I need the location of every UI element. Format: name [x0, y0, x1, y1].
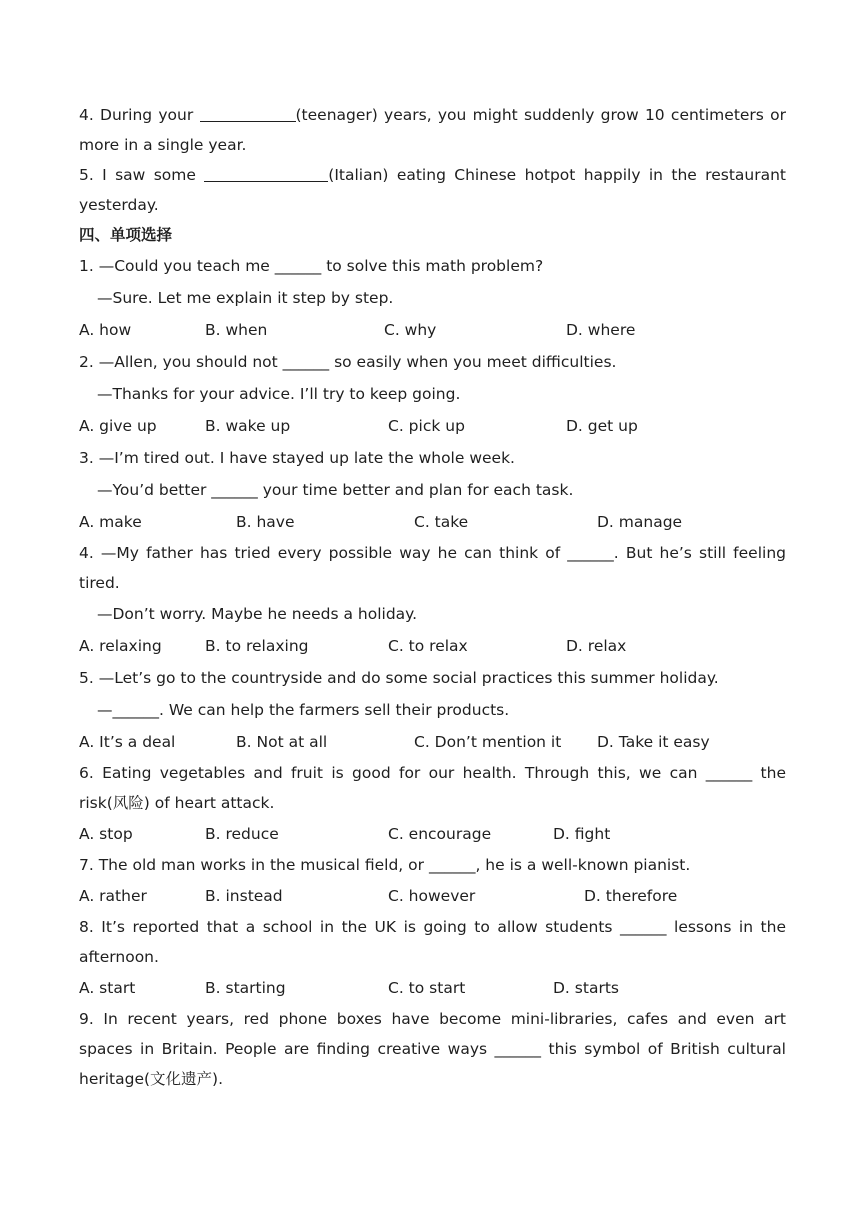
q4-reply: —Don’t worry. Maybe he needs a holiday.: [97, 605, 418, 623]
q5-reply: —______. We can help the farmers sell their products.: [97, 701, 510, 719]
q2-option-c[interactable]: C. pick up: [388, 417, 465, 435]
q8-stem-cont: afternoon.: [79, 948, 159, 966]
q1-reply: —Sure. Let me explain it step by step.: [97, 289, 394, 307]
worksheet-page: [79, 100, 786, 1094]
q6-option-c[interactable]: C. encourage: [388, 825, 492, 843]
fill-in-5-text-b: (Italian) eating Chinese hotpot happily in the restaurant: [328, 166, 786, 184]
q7-option-d[interactable]: D. therefore: [584, 887, 678, 905]
q4-option-d[interactable]: D. relax: [566, 637, 627, 655]
q8-stem: 8. It’s reported that a school in the UK is going to allow students ______ lessons in the: [79, 918, 786, 936]
q6-option-d[interactable]: D. fight: [553, 825, 611, 843]
q4-option-b[interactable]: B. to relaxing: [205, 637, 309, 655]
q8-option-d[interactable]: D. starts: [553, 979, 619, 997]
q5-option-b[interactable]: B. Not at all: [236, 733, 328, 751]
q6-stem: 6. Eating vegetables and fruit is good for our health. Through this, we can ______ the: [79, 764, 786, 782]
q8-option-c[interactable]: C. to start: [388, 979, 466, 997]
q3-stem: 3. —I’m tired out. I have stayed up late the whole week.: [79, 449, 515, 467]
q2-stem: 2. —Allen, you should not ______ so easily when you meet difficulties.: [79, 353, 617, 371]
q3-options: [79, 506, 786, 538]
q7-option-a[interactable]: A. rather: [79, 887, 147, 905]
q1-options: [79, 314, 786, 346]
q6-options: [79, 818, 786, 850]
q4-stem: 4. —My father has tried every possible way he can think of ______. But he’s still feeling: [79, 544, 786, 562]
q9-stem-cont2: heritage(文化遗产).: [79, 1070, 224, 1088]
q8-option-b[interactable]: B. starting: [205, 979, 286, 997]
fill-in-4-text-b: (teenager) years, you might suddenly grow 10 centimeters or: [295, 106, 786, 124]
fill-in-4-text-a: 4. During your: [79, 106, 194, 124]
q5-option-c[interactable]: C. Don’t mention it: [414, 733, 562, 751]
fill-in-5-text-a: 5. I saw some: [79, 166, 196, 184]
q3-option-c[interactable]: C. take: [414, 513, 469, 531]
q5-options: [79, 726, 786, 758]
q6-stem-cont: risk(风险) of heart attack.: [79, 794, 275, 812]
q3-option-b[interactable]: B. have: [236, 513, 295, 531]
fill-in-5-line2: yesterday.: [79, 196, 159, 214]
fill-in-4-line2: more in a single year.: [79, 136, 247, 154]
q4-option-c[interactable]: C. to relax: [388, 637, 468, 655]
q7-option-c[interactable]: C. however: [388, 887, 476, 905]
fill-in-5-line1: [79, 160, 786, 190]
q4-options: [79, 630, 786, 662]
q1-option-c[interactable]: C. why: [384, 321, 437, 339]
q7-options: [79, 880, 786, 912]
q5-option-a[interactable]: A. It’s a deal: [79, 733, 176, 751]
fill-in-4-line1: [79, 100, 786, 130]
answer-blank[interactable]: [200, 105, 296, 122]
q2-options: [79, 410, 786, 442]
q6-option-a[interactable]: A. stop: [79, 825, 133, 843]
q2-option-b[interactable]: B. wake up: [205, 417, 291, 435]
q9-stem-cont: spaces in Britain. People are finding creative ways ______ this symbol of British cultural: [79, 1040, 786, 1058]
q7-stem: 7. The old man works in the musical field, or ______, he is a well-known pianist.: [79, 856, 691, 874]
q4-option-a[interactable]: A. relaxing: [79, 637, 162, 655]
q5-stem: 5. —Let’s go to the countryside and do some social practices this summer holiday.: [79, 669, 719, 687]
q2-option-a[interactable]: A. give up: [79, 417, 157, 435]
q3-option-a[interactable]: A. make: [79, 513, 142, 531]
q1-stem: 1. —Could you teach me ______ to solve this math problem?: [79, 257, 544, 275]
q1-option-d[interactable]: D. where: [566, 321, 636, 339]
q2-option-d[interactable]: D. get up: [566, 417, 638, 435]
q7-option-b[interactable]: B. instead: [205, 887, 283, 905]
q9-stem: 9. In recent years, red phone boxes have become mini-libraries, cafes and even art: [79, 1010, 786, 1028]
answer-blank[interactable]: [204, 165, 328, 182]
q5-option-d[interactable]: D. Take it easy: [597, 733, 710, 751]
q3-reply: —You’d better ______ your time better and plan for each task.: [97, 481, 574, 499]
q3-option-d[interactable]: D. manage: [597, 513, 683, 531]
q4-stem-cont: tired.: [79, 574, 120, 592]
q1-option-b[interactable]: B. when: [205, 321, 268, 339]
q8-option-a[interactable]: A. start: [79, 979, 136, 997]
q1-option-a[interactable]: A. how: [79, 321, 132, 339]
q2-reply: —Thanks for your advice. I’ll try to keep going.: [97, 385, 461, 403]
q6-option-b[interactable]: B. reduce: [205, 825, 279, 843]
q8-options: [79, 972, 786, 1004]
section-heading: 四、单项选择: [79, 226, 173, 244]
